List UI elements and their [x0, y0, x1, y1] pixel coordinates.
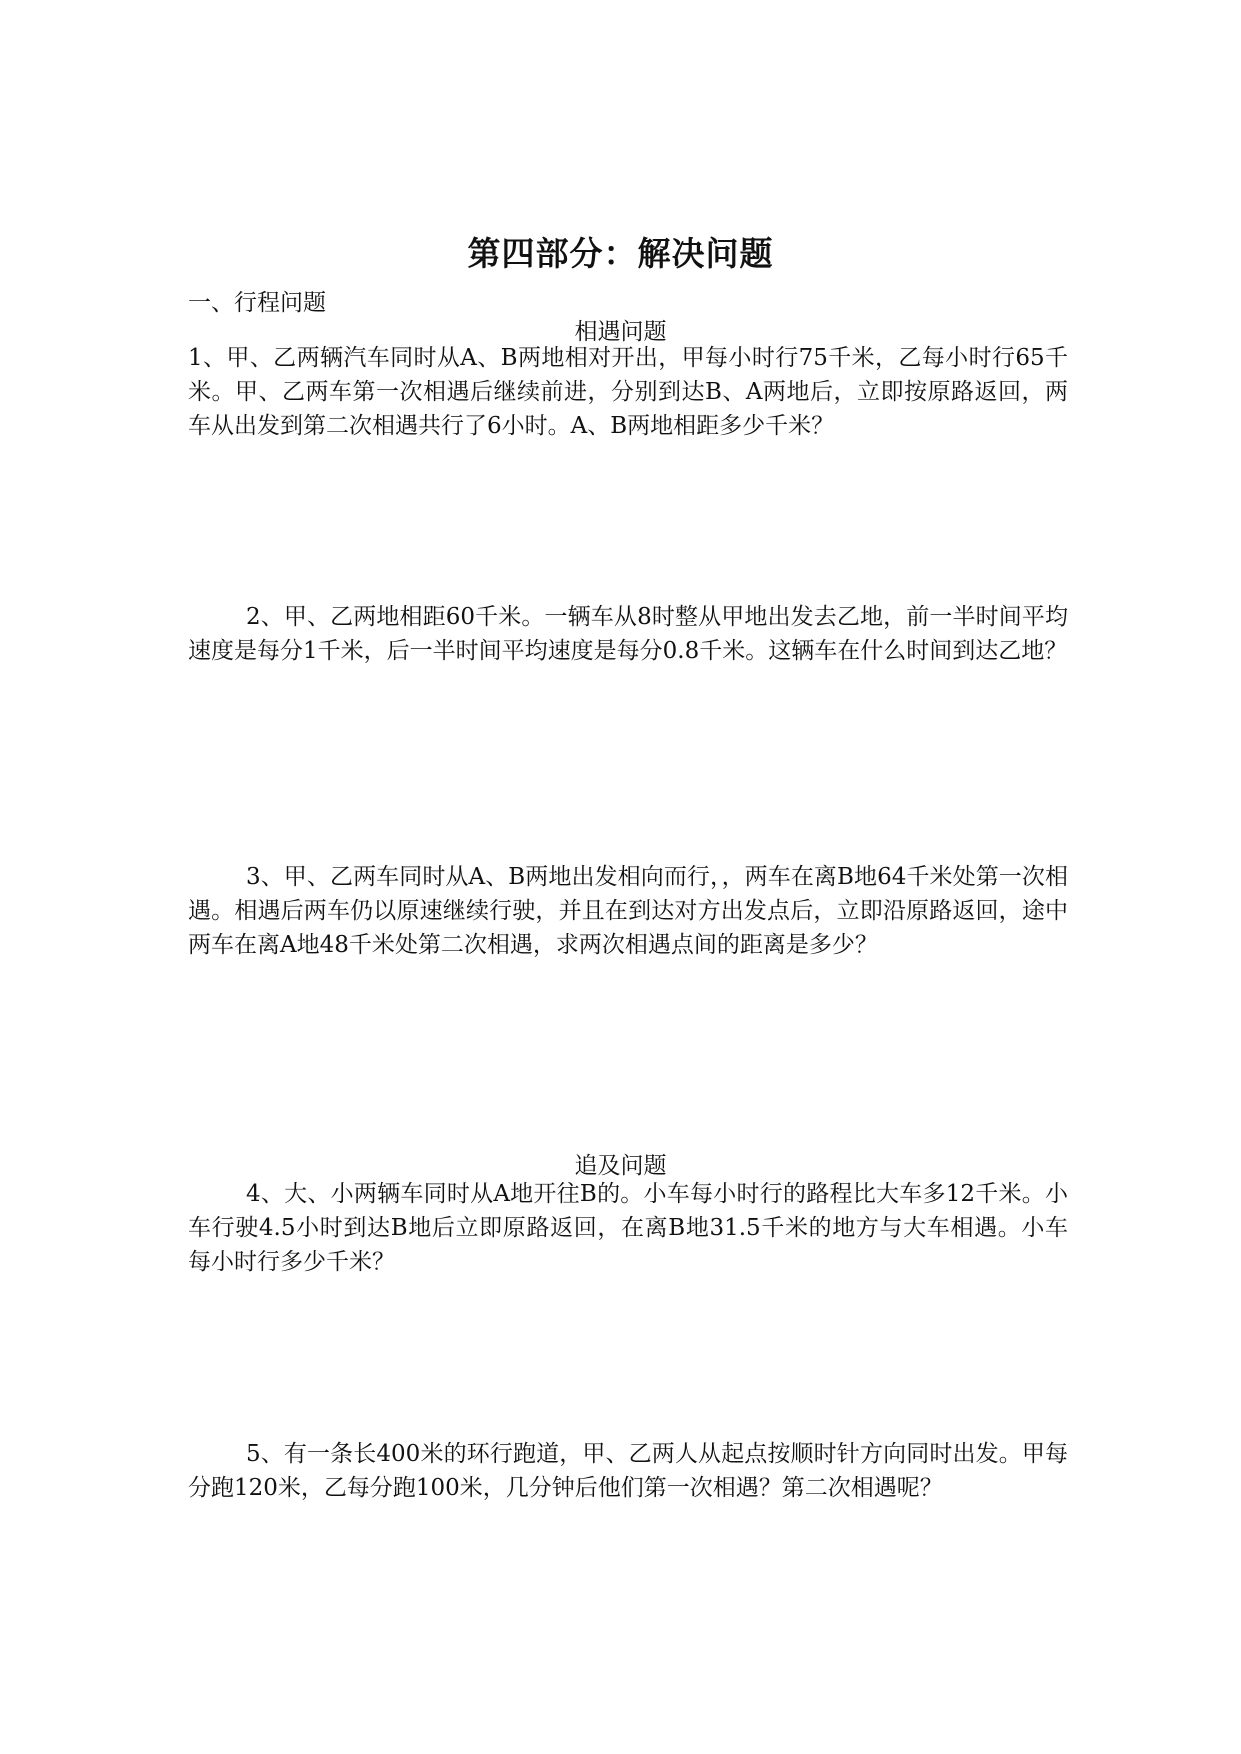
problem-5: 5、有一条长400米的环行跑道，甲、乙两人从起点按顺时针方向同时出发。甲每分跑120米，乙每分跑100米，几分钟后他们第一次相遇？第二次相遇呢？ — [188, 1441, 1068, 1501]
problem-4: 4、大、小两辆车同时从A地开往B的。小车每小时行的路程比大车多12千米。小车行驶4.5小时到达B地后立即原路返回，在离B地31.5千米的地方与大车相遇。小车每小时行多少千米？ — [188, 1181, 1068, 1275]
subheading-meeting: 相遇问题 — [574, 319, 667, 345]
problem-3: 3、甲、乙两车同时从A、B两地出发相向而行，，两车在离B地64千米处第一次相遇。相遇后两车仍以原速继续行驶，并且在到达对方出发点后，立即沿原路返回，途中两车在离A地48千米处第二次相遇，求两次相遇点间的距离是多少？ — [188, 864, 1068, 958]
page-title: 第四部分：解决问题 — [467, 234, 774, 273]
subheading-chasing: 追及问题 — [574, 1153, 667, 1179]
problem-2: 2、甲、乙两地相距60千米。一辆车从8时整从甲地出发去乙地，前一半时间平均速度是每分1千米，后一半时间平均速度是每分0.8千米。这辆车在什么时间到达乙地？ — [188, 604, 1068, 664]
problem-1: 1、甲、乙两辆汽车同时从A、B两地相对开出，甲每小时行75千米，乙每小时行65千米。甲、乙两车第一次相遇后继续前进，分别到达B、A两地后，立即按原路返回，两车从出发到第二次相遇共行了6小时。A、B两地相距多少千米？ — [188, 345, 1068, 439]
section-heading: 一、行程问题 — [188, 290, 326, 316]
